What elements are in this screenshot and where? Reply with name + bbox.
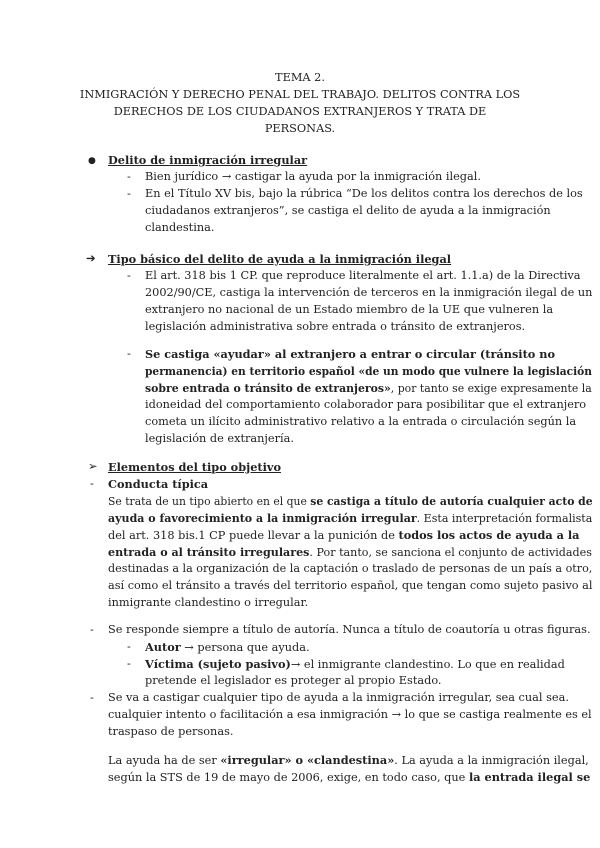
list-item-cont: traspaso de personas. [108,725,234,738]
paragraph-line: ayuda o favorecimiento a la inmigración irregular. Esta interpretación formalista [108,511,593,525]
subheading: Conducta típica [108,477,209,491]
list-item: Bien jurídico → castigar la ayuda por la inmigración ilegal. [145,170,481,183]
dash-marker: - [127,170,131,183]
list-item: En el Título XV bis, bajo la rúbrica “De los delitos contra los derechos de los [145,187,583,200]
list-item-cont: cometa un ilícito administrativo relativo a la entrada o circulación según la [145,415,577,428]
list-item: Se va a castigar cualquier tipo de ayuda a la inmigración irregular, sea cual sea. [108,691,569,704]
list-item-cont: legislación administrativa sobre entrada o tránsito de extranjeros. [145,320,526,333]
list-item-cont: 2002/90/CE, castiga la intervención de terceros en la inmigración ilegal de un [145,286,593,299]
paragraph-line: La ayuda ha de ser «irregular» o «clandestina». La ayuda a la inmigración ilegal, [108,753,589,767]
dash-marker: - [127,640,131,653]
dash-marker: - [90,477,94,490]
paragraph-line: inmigrante clandestino o irregular. [108,596,309,609]
title-line: TEMA 2. [275,71,325,84]
list-item-cont: idoneidad del comportamiento colaborador para posibilitar que el extranjero [145,398,587,411]
section-heading: Delito de inmigración irregular [108,153,308,167]
dash-marker: - [127,187,131,200]
dash-marker: - [127,657,131,670]
list-item-cont: legislación de extranjería. [145,432,294,445]
list-item-cont: cualquier intento o facilitación a esa inmigración → lo que se castiga realmente es el [108,708,592,721]
bullet-icon: ● [88,156,96,166]
list-item-cont: sobre entrada o tránsito de extranjeros», por tanto se exige expresamente la [145,381,592,395]
paragraph-line: Se trata de un tipo abierto en el que se castiga a título de autoría cualquier acto de [108,494,593,508]
arrow-icon: ➔ [86,252,96,265]
paragraph-line: así como el tránsito a través del territorio español, que tengan como sujeto pasivo al [108,579,593,592]
paragraph-line: según la STS de 19 de mayo de 2006, exige, en todo caso, que la entrada ilegal se [108,770,591,784]
paragraph-line: destinadas a la organización de la captación o traslado de personas de un país a otro, [108,562,593,575]
list-item: Víctima (sujeto pasivo)→ el inmigrante clandestino. Lo que en realidad [145,657,565,671]
list-item: Se responde siempre a título de autoría. Nunca a título de coautoría u otras figuras. [108,623,591,636]
title-line: INMIGRACIÓN Y DERECHO PENAL DEL TRABAJO. DELITOS CONTRA LOS [79,88,521,101]
dash-marker: - [127,269,131,282]
list-item-cont: extranjero no nacional de un Estado miembro de la UE que vulneren la [145,303,554,316]
list-item: El art. 318 bis 1 CP. que reproduce literalmente el art. 1.1.a) de la Directiva [145,269,581,282]
dash-marker: - [127,347,131,360]
section-heading: Elementos del tipo objetivo [108,460,281,474]
dash-marker: - [90,691,94,704]
title-line: DERECHOS DE LOS CIUDADANOS EXTRANJEROS Y TRATA DE [113,105,487,118]
section-heading: Tipo básico del delito de ayuda a la inmigración ilegal [108,252,452,266]
list-item-cont: permanencia) en territorio español «de un modo que vulnere la legislación [145,364,592,378]
paragraph-line: del art. 318 bis.1 CP puede llevar a la punición de todos los actos de ayuda a la [108,528,580,542]
triangle-icon: ➢ [88,460,98,473]
list-item: Autor → persona que ayuda. [145,640,310,654]
list-item: Se castiga «ayudar» al extranjero a entrar o circular (tránsito no [145,347,556,361]
dash-marker: - [90,623,94,636]
paragraph-line: entrada o al tránsito irregulares. Por tanto, se sanciona el conjunto de actividades [108,545,592,559]
list-item-cont: ciudadanos extranjeros”, se castiga el delito de ayuda a la inmigración [145,204,551,217]
list-item-cont: pretende el legislador es proteger al propio Estado. [145,674,442,687]
list-item-cont: clandestina. [145,221,215,234]
title-line: PERSONAS. [264,122,336,135]
